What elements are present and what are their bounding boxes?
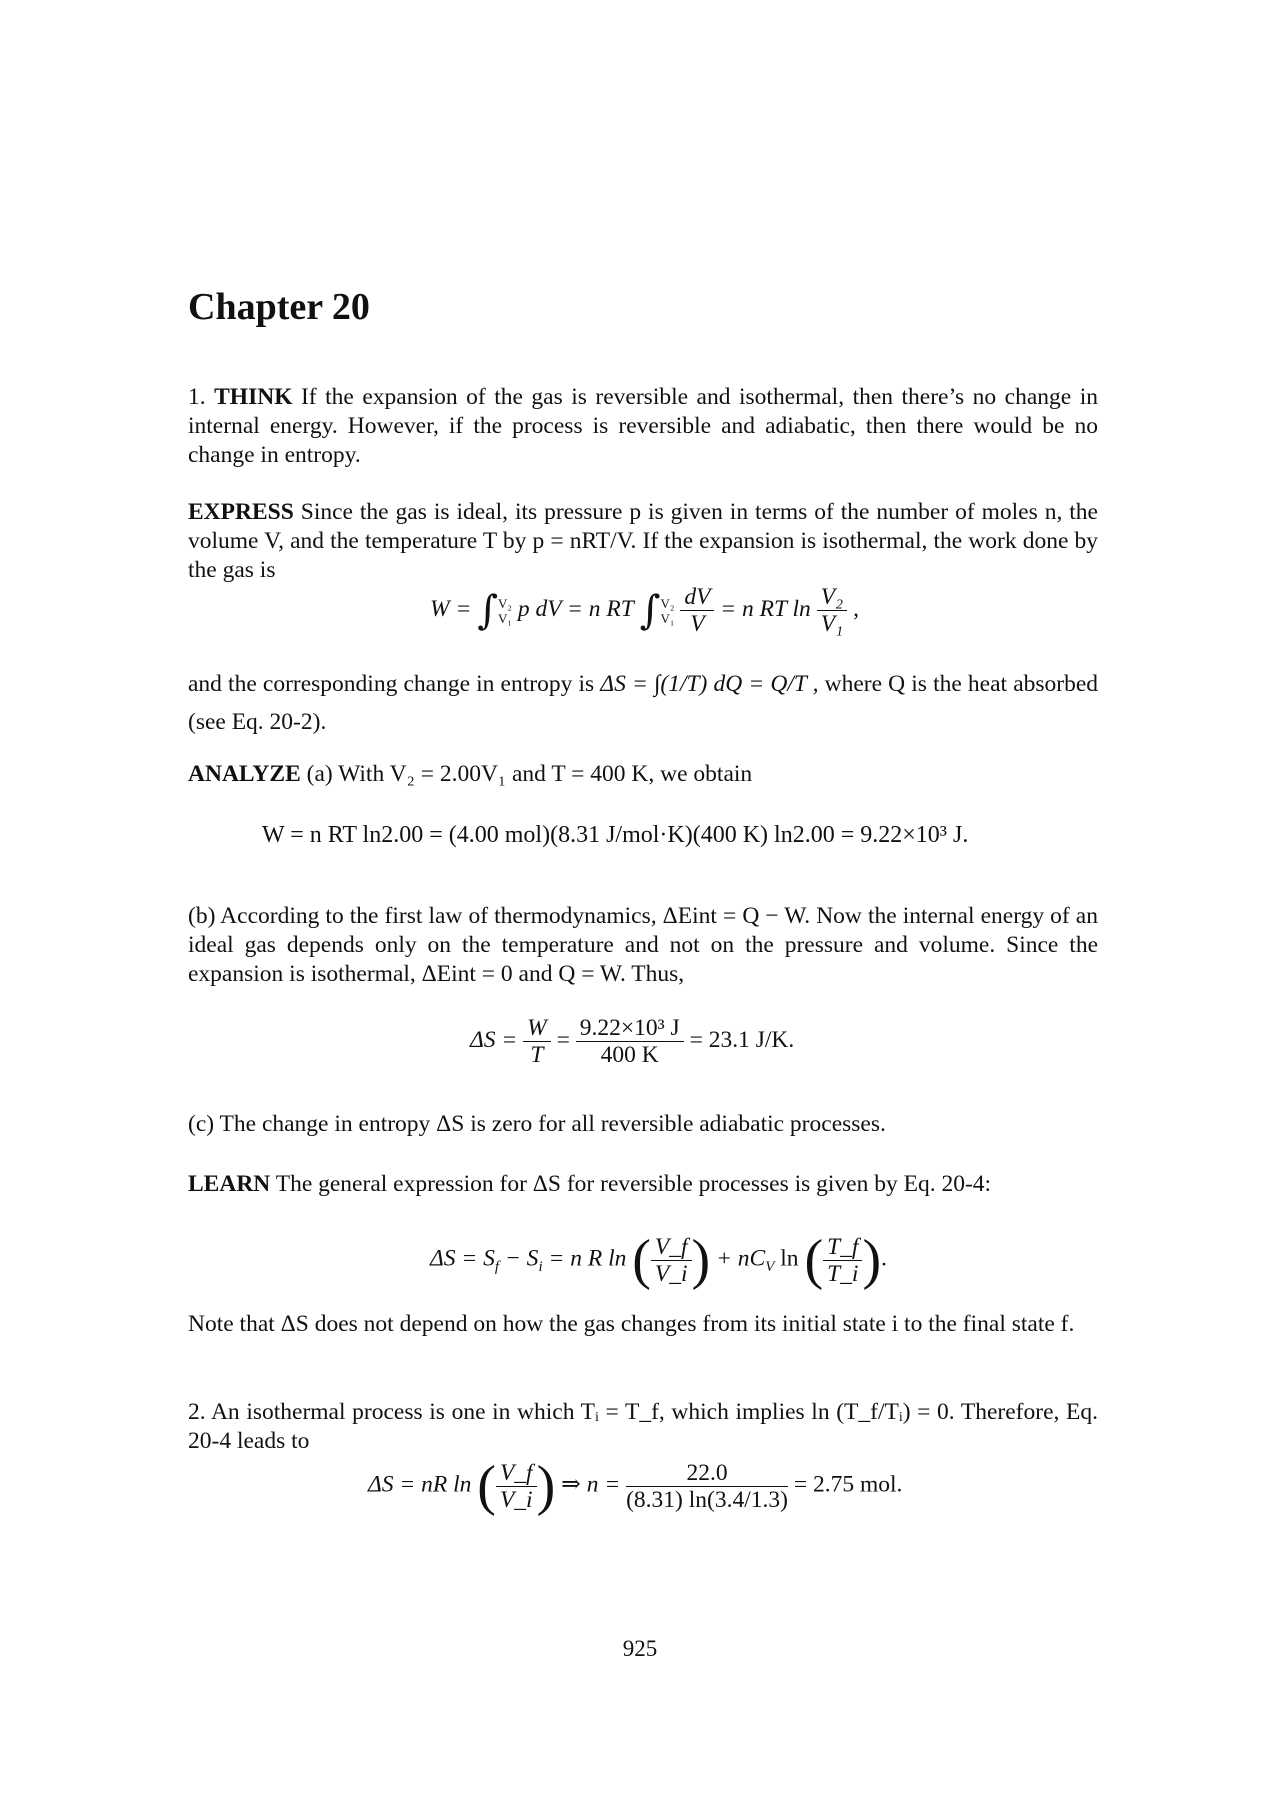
page-number: 925: [622, 1636, 658, 1661]
lower-limit: V₁: [498, 610, 512, 626]
eq2-arrow: ⇒ n =: [561, 1471, 621, 1498]
frac2-den: V₁: [820, 611, 844, 637]
learn-f2-den: T_i: [827, 1260, 859, 1287]
equation-b: [470, 1015, 794, 1068]
eq-b-f1-den: T: [530, 1042, 544, 1068]
learn-f1-den: V_i: [654, 1260, 688, 1287]
learn-tail: .: [881, 1245, 887, 1272]
learn-text: The general expression for ΔS for reversible processes is given by Eq. 20-4:: [270, 1171, 992, 1197]
problem-2-paragraph: 2. An isothermal process is one in which Tᵢ = T_f, which implies ln (T_f/Tᵢ) = 0. Therefore, Eq. 20-4 leads to: [188, 1399, 1098, 1454]
think-text: If the expansion of the gas is reversible and isothermal, then there’s no change in internal energy. However, if the process is reversible and adiabatic, then there would be no change in entropy.: [188, 384, 1098, 468]
entropy-pre: and the corresponding change in entropy is: [188, 671, 595, 697]
sub-v: V: [765, 1259, 775, 1276]
learn-lhs: ΔS = S: [430, 1245, 495, 1272]
analyze-text: (a) With V₂ = 2.00V₁ and T = 400 K, we obtain: [300, 761, 753, 787]
eq-b-f2-den: 400 K: [600, 1042, 659, 1068]
note-paragraph: Note that ΔS does not depend on how the gas changes from its initial state i to the final state f.: [188, 1311, 1075, 1337]
problem-number: 1.: [188, 384, 206, 410]
vf-over-vi: [651, 1234, 692, 1287]
left-paren: (: [632, 1229, 651, 1291]
work-eq-mid2: = n RT ln: [720, 595, 811, 622]
right-paren-3: ): [536, 1455, 556, 1517]
eq2-f1-num: V_f: [496, 1460, 537, 1487]
learn-equation: [430, 1229, 887, 1291]
analyze-label: ANALYZE: [188, 761, 301, 787]
integral-limits-2: [661, 596, 675, 626]
work-eq-mid1: p dV = n RT: [517, 595, 634, 622]
value-fraction: [576, 1015, 684, 1068]
work-eq-tail: ,: [853, 595, 859, 622]
eq-b-rhs: = 23.1 J/K.: [689, 1026, 795, 1053]
eq-b-f2-num: 9.22×10³ J: [576, 1015, 684, 1042]
v2-over-v1: [817, 584, 848, 637]
work-eq-lhs: W =: [430, 595, 472, 622]
learn-mid: = n R ln: [542, 1245, 627, 1272]
right-paren-2: ): [862, 1229, 882, 1291]
eq2-f2-den: (8.31) ln(3.4/1.3): [626, 1486, 788, 1513]
chapter-title: Chapter 20: [188, 286, 370, 328]
upper-limit-2: V₂: [660, 595, 675, 611]
learn-minus: − S: [499, 1245, 539, 1272]
eq2-value-fraction: [626, 1460, 788, 1513]
frac2-num: V₂: [817, 584, 848, 611]
entropy-post: where Q is the heat absorbed (see Eq. 20-2).: [188, 671, 1099, 735]
equation-2: [368, 1455, 903, 1517]
left-paren-2: (: [804, 1229, 824, 1291]
learn-f1-num: V_f: [651, 1234, 692, 1261]
equation-a: W = n RT ln2.00 = (4.00 mol)(8.31 J/mol·K)(400 K) ln2.00 = 9.22×10³ J.: [262, 822, 969, 848]
dv-over-v: [680, 584, 714, 637]
learn-ln: ln: [774, 1245, 799, 1272]
sub-f: f: [494, 1259, 500, 1276]
learn-paragraph: [188, 1170, 1098, 1199]
upper-limit: V₂: [498, 595, 512, 611]
express-paragraph: [188, 498, 1098, 585]
integral-sign-2: ∫: [639, 587, 661, 634]
lower-limit-2: V₁: [660, 610, 675, 626]
eq-b-f1-num: W: [523, 1015, 551, 1042]
think-label: THINK: [214, 384, 293, 410]
think-paragraph: [188, 383, 1098, 470]
eq2-vf-over-vi: [496, 1460, 537, 1513]
learn-label: LEARN: [188, 1171, 271, 1197]
entropy-formula: ΔS = ∫(1/T) dQ = Q/T ,: [600, 671, 819, 697]
express-text: Since the gas is ideal, its pressure p is given in terms of the number of moles n, the volume V, and the temperature T by p = nRT/V. If the expansion is isothermal, the work done by the gas is: [188, 499, 1098, 583]
w-over-t: [523, 1015, 551, 1068]
work-equation: [430, 584, 859, 637]
learn-f2-num: T_f: [823, 1234, 862, 1261]
part-b-paragraph: (b) According to the first law of thermodynamics, ΔEint = Q − W. Now the internal energy of an ideal gas depends only on the temperature and not on the pressure and volume. Since the expansion is isothermal, ΔEint = 0 and Q = W. Thus,: [188, 903, 1098, 987]
integral-sign: ∫: [477, 587, 499, 634]
left-paren-3: (: [477, 1455, 496, 1517]
learn-plus: + nC: [716, 1245, 766, 1272]
express-label: EXPRESS: [188, 499, 294, 525]
frac-den: V: [690, 611, 705, 637]
entropy-paragraph: [188, 665, 1098, 741]
part-c-paragraph: (c) The change in entropy ΔS is zero for all reversible adiabatic processes.: [188, 1111, 886, 1137]
frac-num: dV: [680, 584, 714, 611]
eq2-rhs: = 2.75 mol.: [793, 1471, 903, 1498]
eq-b-equals: =: [556, 1026, 570, 1053]
eq2-f1-den: V_i: [499, 1486, 533, 1513]
right-paren: ): [691, 1229, 711, 1291]
eq-b-lhs: ΔS =: [470, 1026, 518, 1053]
integral-limits: [498, 596, 512, 626]
eq2-lhs: ΔS = nR ln: [368, 1471, 472, 1498]
analyze-paragraph: [188, 760, 1098, 789]
tf-over-ti: [823, 1234, 862, 1287]
sub-i: i: [538, 1259, 543, 1276]
eq2-f2-num: 22.0: [626, 1460, 788, 1487]
